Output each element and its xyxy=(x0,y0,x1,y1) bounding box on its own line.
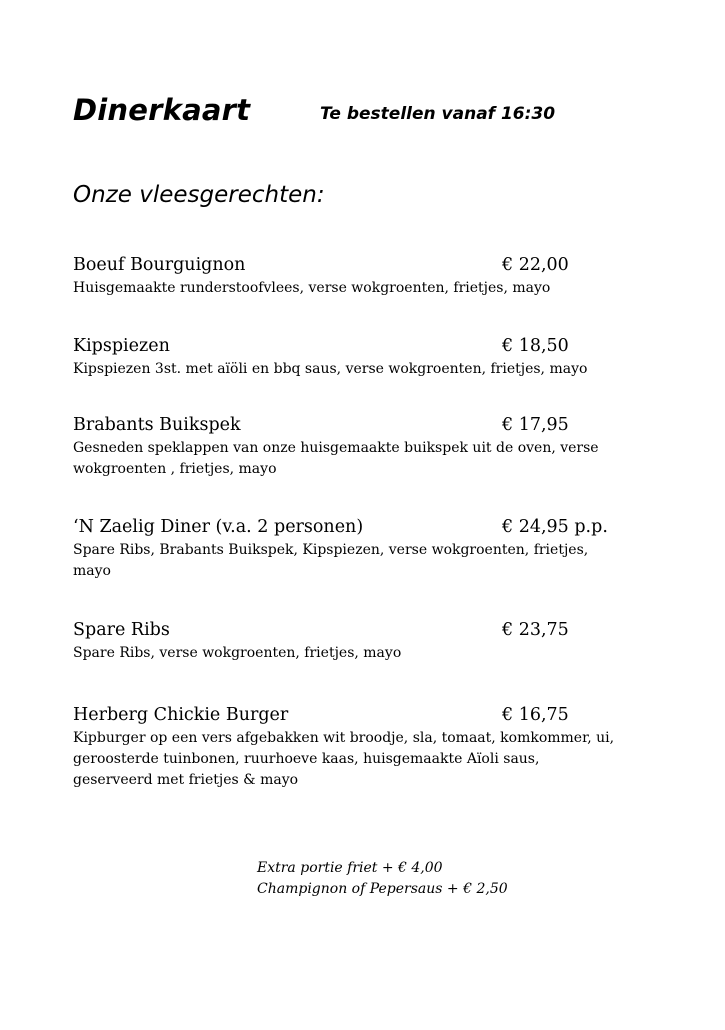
dish-description: Spare Ribs, verse wokgroenten, frietjes, mayo xyxy=(73,645,402,661)
sauce-option: Champignon of Pepersaus + € 2,50 xyxy=(257,881,508,897)
dish-price: € 16,75 xyxy=(502,705,569,725)
extras-note xyxy=(257,858,508,900)
page-title: Dinerkaart xyxy=(73,93,251,127)
dish-name: ‘N Zaelig Diner (v.a. 2 personen) xyxy=(73,517,364,537)
menu-item-boeuf-bourguignon xyxy=(73,252,633,299)
menu-item-brabants-buikspek xyxy=(73,412,633,480)
dish-price: € 24,95 p.p. xyxy=(502,517,608,537)
menu-item-header xyxy=(73,617,633,643)
dish-description: Kipspiezen 3st. met aïöli en bbq saus, verse wokgroenten, frietjes, mayo xyxy=(73,361,588,377)
dish-name: Spare Ribs xyxy=(73,620,170,640)
dish-description: Spare Ribs, Brabants Buikspek, Kipspiezen, verse wokgroenten, frietjes, mayo xyxy=(73,542,589,579)
menu-item-spare-ribs xyxy=(73,617,633,664)
dish-price: € 18,50 xyxy=(502,336,569,356)
dish-name: Brabants Buikspek xyxy=(73,415,241,435)
dish-price: € 23,75 xyxy=(502,620,569,640)
dish-price: € 22,00 xyxy=(502,255,569,275)
menu-item-herberg-chickie-burger xyxy=(73,702,633,791)
menu-item-header xyxy=(73,514,633,540)
extra-fries-option: Extra portie friet + € 4,00 xyxy=(257,860,443,876)
dish-description: Huisgemaakte runderstoofvlees, verse wokgroenten, frietjes, mayo xyxy=(73,280,551,296)
menu-item-header xyxy=(73,252,633,278)
dish-price: € 17,95 xyxy=(502,415,569,435)
dish-description: Kipburger op een vers afgebakken wit broodje, sla, tomaat, komkommer, ui, geroosterde tuinbonen, ruurhoeve kaas, huisgemaakte Aïoli saus, geserveerd met frietjes & mayo xyxy=(73,730,615,788)
dish-name: Herberg Chickie Burger xyxy=(73,705,289,725)
menu-item-header xyxy=(73,333,633,359)
menu-item-header xyxy=(73,702,633,728)
order-time-note: Te bestellen vanaf 16:30 xyxy=(320,104,556,124)
dish-description: Gesneden speklappen van onze huisgemaakte buikspek uit de oven, verse wokgroenten , frietjes, mayo xyxy=(73,440,599,477)
dish-name: Boeuf Bourguignon xyxy=(73,255,246,275)
menu-item-kipspiezen xyxy=(73,333,633,380)
section-heading: Onze vleesgerechten: xyxy=(73,182,325,208)
menu-item-header xyxy=(73,412,633,438)
menu-item-zaelig-diner xyxy=(73,514,633,582)
dish-name: Kipspiezen xyxy=(73,336,170,356)
